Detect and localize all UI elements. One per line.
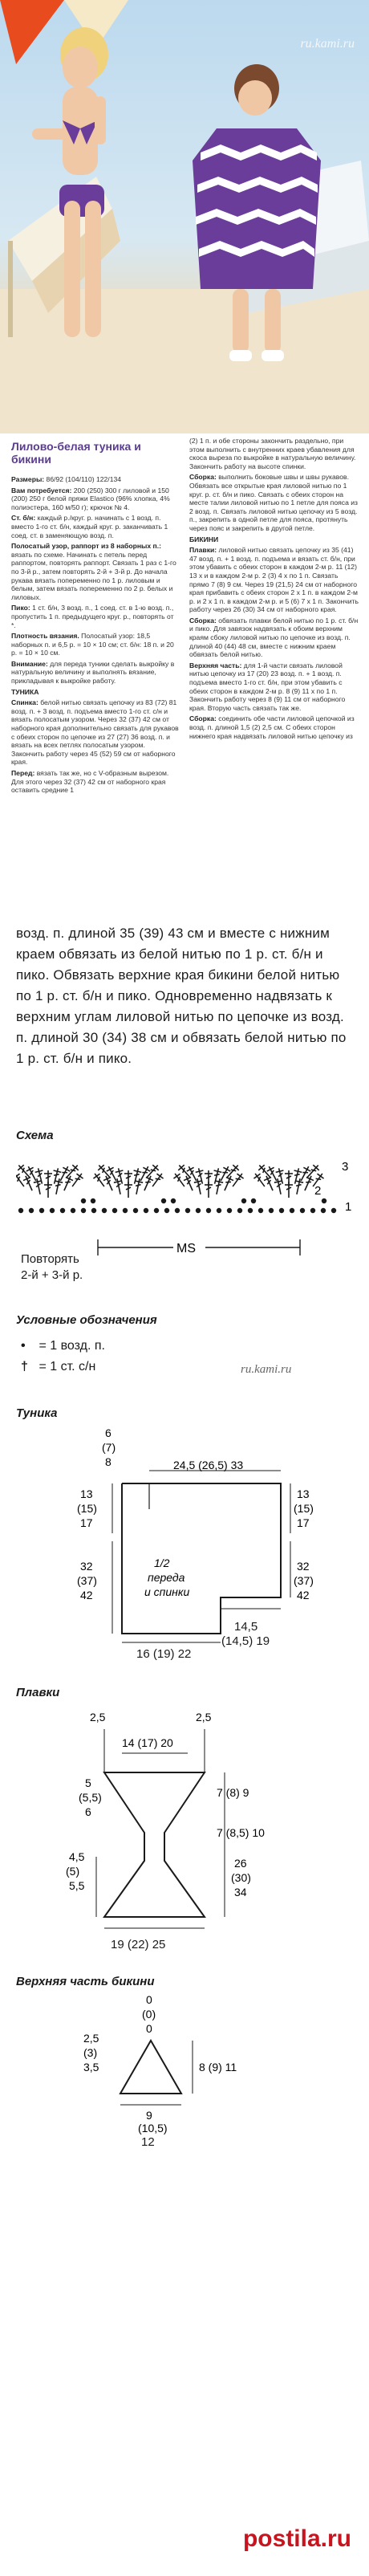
briefs-waist: 7 (8,5) 10 [217, 1826, 265, 1839]
tunic-schematic [16, 1421, 353, 1646]
briefs-left-lower-1: 4,5 [69, 1850, 85, 1863]
briefs-top-right: 2,5 [196, 1711, 212, 1723]
chain-symbol [113, 1209, 117, 1213]
paragraph-lead: Сборка: [189, 473, 217, 482]
chain-symbol [332, 1209, 336, 1213]
briefs-top-mid: 14 (17) 20 [122, 1736, 173, 1749]
article-title: Лилово-белая туника и бикини [11, 440, 141, 466]
footer-logo: postila.ru [242, 2525, 351, 2552]
dc-symbol [205, 1170, 213, 1186]
chain-symbol [51, 1209, 55, 1213]
magazine-text [0, 433, 369, 883]
chain-symbol [165, 1209, 169, 1213]
paragraph-text: белой нитью связать цепочку из 83 (72) 81 возд. п. + 3 возд. п. подъема вместо 1-го ст. с/н и вязать полосатым узором. Через 32 (37) 42 см от наборного края дополнительно связать для рукавов с обеих сторон по цепочке из 27 (27) 36 возд. п. и вязать на всех петлях полосатым узором. Закончить работу через 45 (52) 59 см от наборного края. [11, 698, 179, 767]
paragraph-lead: БИКИНИ [189, 535, 219, 543]
legend-text-chain: = 1 возд. п. [39, 1339, 105, 1353]
tunic-inside-2: переда [148, 1571, 185, 1584]
dc-symbol [33, 1178, 44, 1195]
tunic-right-upper-2: (15) [294, 1502, 314, 1515]
chain-symbol [322, 1209, 326, 1213]
chain-symbol [144, 1209, 148, 1213]
top-bottom-1: 9 [146, 2109, 152, 2122]
dc-symbol [293, 1178, 304, 1195]
paragraph-lead: Сборка: [189, 714, 217, 723]
tunic-shoulder-label: 24,5 (26,5) 33 [173, 1459, 244, 1471]
paragraph-lead: Плотность вязания. [11, 632, 79, 641]
chain-symbol [176, 1209, 180, 1213]
chain-symbol [103, 1209, 107, 1213]
chain-symbol [301, 1209, 305, 1213]
top-left-2: (3) [83, 2046, 98, 2059]
paragraph-lead: Пико: [11, 604, 30, 612]
briefs-heading: Плавки [16, 1686, 60, 1699]
tunic-left-lower-3: 42 [80, 1589, 93, 1601]
photo-header [0, 0, 369, 433]
article-paragraph [189, 661, 359, 713]
tunic-right-lower-1: 32 [297, 1560, 310, 1573]
photo-illustration [0, 0, 369, 433]
chain-symbol [259, 1209, 263, 1213]
paragraph-lead: Плавки: [189, 546, 217, 555]
article-paragraph [11, 688, 180, 697]
dc-symbol [274, 1178, 285, 1195]
top-bottom-2: (10,5) [138, 2122, 168, 2134]
chain-symbol [124, 1209, 128, 1213]
top-top-1: 0 [146, 1993, 152, 2006]
top-top-2: (0) [142, 2008, 156, 2021]
photo-watermark: ru.kami.ru [300, 37, 355, 51]
paragraph-lead: Внимание: [11, 659, 48, 668]
briefs-left-small-3: 6 [85, 1805, 91, 1818]
dc-symbol [124, 1170, 132, 1186]
text-column-left [11, 475, 180, 797]
article-paragraph [189, 546, 359, 614]
chain-symbol [172, 1199, 176, 1203]
chain-symbol [249, 1209, 253, 1213]
top-left-3: 3,5 [83, 2061, 99, 2073]
briefs-left-lower-3: 5,5 [69, 1879, 85, 1892]
chain-symbol [40, 1209, 44, 1213]
paragraph-text: вязать по схеме. Начинать с петель перед раппортом, повторять раппорт. Связать 1 раз с 1-го по 3-й р., затем повторять 2-й + 3-й р. До начала рукава вязать попеременно по 1 р. лиловым и белым, затем вязать попеременно по 2 р. белых и лиловых. [11, 550, 176, 601]
chain-symbol [71, 1209, 75, 1213]
briefs-left-small-2: (5,5) [79, 1791, 102, 1804]
chain-symbol [290, 1209, 294, 1213]
legend-text-dc: = 1 ст. с/н [39, 1360, 96, 1373]
article-paragraph [11, 698, 180, 767]
paragraph-lead: Вам потребуется: [11, 486, 72, 494]
paragraph-text: обвязать плавки белой нитью по 1 р. ст. б/н и пико. Для завязок надвязать к обоим верхним краям сбоку лиловой нитью по цепочке из возд. п. длиной 40 (44) 48 см, вместе с нижним краем обвязать белой нитью. [189, 616, 359, 659]
paragraph-lead: Ст. б/н: [11, 514, 36, 523]
tunic-inside-1: 1/2 [154, 1557, 170, 1569]
briefs-right-lower-3: 34 [234, 1886, 247, 1898]
chain-symbol [134, 1209, 138, 1213]
chain-symbol [217, 1209, 221, 1213]
top-top-3: 0 [146, 2022, 152, 2035]
dc-symbol [44, 1170, 52, 1186]
article-paragraph [11, 542, 180, 601]
article-paragraph [189, 437, 359, 470]
tunic-bottom-label: 16 (19) 22 [136, 1647, 192, 1661]
briefs-left-small-1: 5 [85, 1776, 91, 1789]
tunic-left-lower-1: 32 [80, 1560, 93, 1573]
paragraph-text: (2) 1 п. и обе стороны закончить раздельно, при этом выполнить с внутренних краев убавления для скоса выреза по выкройке в натуральную величину. Закончить работу на высоте спинки. [189, 437, 356, 470]
chain-stitch-icon: • [21, 1339, 26, 1353]
chain-symbol [186, 1209, 190, 1213]
paragraph-lead: Перед: [11, 769, 35, 777]
article-paragraph [11, 475, 180, 484]
tunic-left-upper-1: 13 [80, 1487, 93, 1500]
continuation-text: возд. п. длиной 35 (39) 43 см и вместе с нижним краем обвязать из белой нитью по 1 р. ст. б/н и пико. Обвязать верхние края бикини белой нитью по 1 р. ст. б/н и пико. Одновременно надвязать к верхним углам лиловой нитью по цепочке из возд. п. длиной 30 (34) 38 см и обвязать белой нитью по 1 р. ст. б/н и пико. [16, 926, 347, 1066]
chain-symbol [19, 1209, 23, 1213]
briefs-right-lower-1: 26 [234, 1857, 247, 1870]
paragraph-lead: Полосатый узор, раппорт из 8 наборных п.: [11, 542, 161, 551]
paragraph-text: Полосатый узор: 18,5 наборных п. и 6,5 р. = 10 × 10 см; ст. б/н: 18 п. и 20 р. = 10 × 10 см. [11, 632, 174, 657]
article-paragraph [11, 632, 180, 657]
paragraph-lead: Спинка: [11, 698, 39, 707]
paragraph-text: каждый р./круг. р. начинать с 1 возд. п. вместо 1-го ст. б/н, каждый круг. р. заканчивать 1 соед. ст. в заменяющую возд. п. [11, 514, 168, 539]
tunic-inside-3: и спинки [144, 1585, 190, 1598]
paragraph-text: 200 (250) 300 г лиловой и 150 (200) 250 г белой пряжи Elastico (96% хлопка, 4% полиэстера, 160 м/50 г); крючок № 4. [11, 486, 170, 511]
article-paragraph [11, 486, 180, 512]
scheme-repeat-1: Повторять [21, 1252, 79, 1266]
chain-symbol [228, 1209, 232, 1213]
top-heading: Верхняя часть бикини [16, 1975, 155, 1988]
top-left-1: 2,5 [83, 2032, 99, 2045]
chain-symbol [82, 1199, 86, 1203]
article-paragraph [11, 514, 180, 539]
tunic-sleeve-bottom-1: 14,5 [234, 1620, 258, 1634]
dc-symbol [113, 1178, 124, 1195]
tunic-right-lower-3: 42 [297, 1589, 310, 1601]
tunic-top-label-1: 6 [105, 1426, 112, 1439]
chain-symbol [82, 1209, 86, 1213]
tunic-heading: Туника [16, 1406, 58, 1420]
legend-item-dc [21, 1360, 95, 1374]
paragraph-text: выполнить боковые швы и швы рукавов. Обвязать все открытые края лиловой нитью по 1 круг. р. ст. б/н и пико. Связать с обеих сторон на месте талии лиловой нитью по 1 петле для пояса из 2 возд. п. Связать лиловой нитью цепочку из 5 возд. п., закрепить в одной петле для пояса, протянуть через пояс и закрепить в другой петле. [189, 473, 358, 532]
chain-symbol [162, 1199, 166, 1203]
chain-symbol [252, 1199, 256, 1203]
article-paragraph [189, 473, 359, 532]
chain-symbol [207, 1209, 211, 1213]
tunic-left-upper-2: (15) [77, 1502, 97, 1515]
tunic-right-lower-2: (37) [294, 1574, 314, 1587]
paragraph-lead: Верхняя часть: [189, 661, 242, 669]
article-paragraph [189, 617, 359, 659]
briefs-schematic [16, 1700, 353, 1941]
text-column-right [189, 437, 359, 743]
top-right: 8 (9) 11 [199, 2061, 237, 2073]
article-paragraph [189, 714, 359, 740]
article-paragraph [11, 604, 180, 629]
briefs-left-lower-2: (5) [66, 1865, 80, 1878]
chain-symbol [197, 1209, 201, 1213]
paragraph-text: для переда туники сделать выкройку в натуральную величину и выполнять вязание, прикладывая к выкройке работу. [11, 659, 175, 686]
chain-symbol [238, 1209, 242, 1213]
scheme-repeat-2: 2-й + 3-й р. [21, 1268, 83, 1282]
paragraph-text: лиловой нитью связать цепочку из 35 (41) 47 возд. п. + 1 возд. п. подъема и вязать ст. б/н, при этом убавить с обеих сторон в каждом 2-м р. 11 (12) 13 х и в каждом 2-м р. 2 (3) 4 х по 1 п. Связать прямо 7 (8) 9 см. Через 19 (21,5) 24 см от наборного края прибавить с обеих сторон 2 х 1 п. в каждом 2-м р. и 2 х 1 п. в каждом 2-м р. и 5 (6) 7 х 1 п. Закончить работу через 26 (30) 34 см от наборного края. [189, 546, 359, 614]
paragraph-text: для 1-й части связать лиловой нитью цепочку из 17 (20) 23 возд. п. + 1 возд. п. подъема вместо 1-го ст. б/н, при этом убавить с обеих сторон в каждом 2-м р. 8 (9) 11 х по 1 п. Закончить работу через 8 (9) 11 см от наборного края. Вторую часть связать так же. [189, 661, 346, 712]
chain-symbol [280, 1209, 284, 1213]
paragraph-lead: Размеры: [11, 475, 45, 483]
tunic-top-label-3: 8 [105, 1455, 112, 1468]
dc-symbol [132, 1178, 144, 1195]
chain-symbol [92, 1209, 96, 1213]
footer [0, 2505, 369, 2576]
tunic-right-upper-1: 13 [297, 1487, 310, 1500]
paragraph-text: 86/92 (104/110) 122/134 [44, 475, 122, 483]
scheme-row-1: 1 [345, 1200, 352, 1214]
article-paragraph [11, 769, 180, 795]
paragraph-text: вязать так же, но с V-образным вырезом. Для этого через 32 (37) 42 см от наборного края оставить средние 1 [11, 769, 169, 795]
briefs-bottom: 19 (22) 25 [111, 1938, 166, 1951]
double-crochet-icon: † [21, 1360, 28, 1373]
chain-symbol [155, 1209, 159, 1213]
chain-symbol [322, 1199, 326, 1203]
scheme-heading: Схема [16, 1129, 54, 1142]
site-watermark: ru.kami.ru [241, 1363, 292, 1376]
chain-symbol [270, 1209, 274, 1213]
tunic-left-lower-2: (37) [77, 1574, 97, 1587]
top-bottom-3: 12 [141, 2135, 155, 2149]
chain-symbol [30, 1209, 34, 1213]
dc-symbol [193, 1178, 205, 1195]
paragraph-lead: ТУНИКА [11, 687, 39, 696]
paragraph-lead: Сборка: [189, 616, 217, 625]
article-paragraph [11, 660, 180, 686]
article-paragraph [189, 535, 359, 544]
legend-item-chain [21, 1339, 105, 1353]
scheme-row-2: 2 [314, 1184, 322, 1198]
briefs-right-side: 7 (8) 9 [217, 1786, 249, 1799]
dc-symbol [52, 1178, 63, 1195]
tunic-sleeve-bottom-2: (14,5) 19 [221, 1634, 270, 1648]
briefs-right-lower-2: (30) [231, 1871, 251, 1884]
briefs-top-left: 2,5 [90, 1711, 106, 1723]
dc-symbol [285, 1170, 293, 1186]
scheme-ms-label: MS [176, 1242, 196, 1255]
chain-symbol [311, 1209, 315, 1213]
tunic-top-label-2: (7) [102, 1441, 116, 1454]
scheme-row-3: 3 [342, 1160, 349, 1174]
tunic-right-upper-3: 17 [297, 1516, 310, 1529]
dc-symbol [213, 1178, 224, 1195]
legend-heading: Условные обозначения [16, 1313, 157, 1327]
chain-symbol [91, 1199, 95, 1203]
paragraph-text: соединить обе части лиловой цепочкой из возд. п. длиной 1,5 (2) 2,5 см. С обеих сторон нижнего края надвязать лиловой нитью цепочку из [189, 714, 355, 740]
paragraph-text: 1 ст. б/н, 3 возд. п., 1 соед. ст. в 1-ю возд. п., пропустить 1 п. предыдущего круг. р., повторять от *. [11, 604, 174, 629]
chain-symbol [61, 1209, 65, 1213]
chain-symbol [242, 1199, 246, 1203]
top-schematic [16, 1991, 353, 2143]
tunic-left-upper-3: 17 [80, 1516, 93, 1529]
